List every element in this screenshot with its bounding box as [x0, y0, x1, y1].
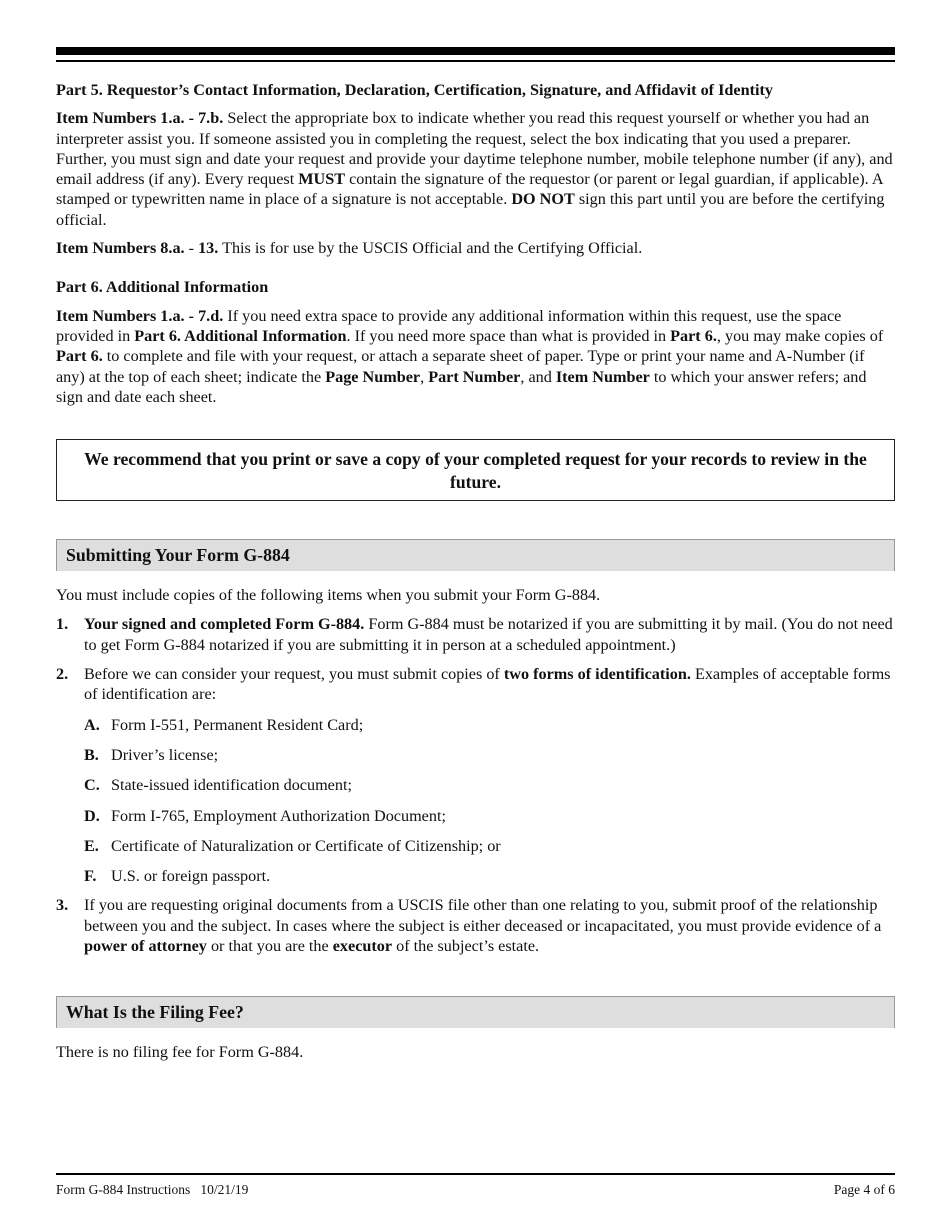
part5-p2-lead-b: 13. [198, 239, 219, 258]
identification-letter: A. [84, 715, 100, 734]
list-item-text [84, 614, 895, 655]
submitting-intro: You must include copies of the following items when you submit your Form G-884. [56, 586, 601, 605]
recommendation-callout: We recommend that you print or save a copy of your completed request for your records to review in the future. [56, 439, 895, 501]
list-item-text [84, 895, 895, 956]
part5-p2-lead-a: Item Numbers 8.a. [56, 239, 185, 258]
part5-paragraph-1 [56, 108, 895, 230]
item2-text-2: Examples of acceptable forms of identification are: [84, 665, 891, 704]
identification-item [84, 836, 895, 856]
item3-text-2: or that you are the [206, 937, 333, 956]
item1-bold: Your signed and completed Form G-884. [84, 615, 365, 634]
filing-fee-section-heading: What Is the Filing Fee? [56, 996, 895, 1028]
page-content [56, 80, 895, 1063]
page-footer [56, 1182, 895, 1198]
footer-page-number: Page 4 of 6 [833, 1182, 895, 1197]
item3-bold-1: power of attorney [84, 937, 207, 956]
item3-bold-2: executor [332, 937, 393, 956]
part6-p1-text-3: , you may make copies of [716, 326, 884, 345]
part6-p1-bold-1: Part 6. Additional Information [134, 326, 347, 345]
header-rule-thin [56, 60, 895, 62]
part6-paragraph-1 [56, 306, 895, 407]
identification-text: Certificate of Naturalization or Certificate of Citizenship; or [111, 836, 501, 855]
part6-p1-bold-5: Part Number [428, 367, 521, 386]
identification-letter: F. [84, 867, 97, 886]
part6-p1-text-7: to which your answer refers; and sign and date each sheet. [56, 367, 867, 406]
item2-bold: two forms of identification. [503, 665, 691, 684]
part6-p1-text-2: . If you need more space than what is provided in [346, 326, 671, 345]
part5-p1-lead: Item Numbers 1.a. - 7.b. [56, 109, 224, 128]
list-item-number: 2. [56, 665, 69, 684]
part6-p1-text-6: , and [520, 367, 556, 386]
list-item [56, 895, 895, 956]
list-item [56, 614, 895, 655]
part5-p1-text-3: sign this part until you are before the certifying official. [56, 190, 885, 229]
filing-fee-text: There is no filing fee for Form G-884. [56, 1043, 304, 1062]
part5-p2-text: This is for use by the USCIS Official and the Certifying Official. [218, 239, 643, 258]
identification-text: Form I-551, Permanent Resident Card; [111, 715, 364, 734]
identification-item [84, 775, 895, 795]
part6-p1-lead: Item Numbers 1.a. - 7.d. [56, 306, 224, 325]
part5-p1-text-2: contain the signature of the requestor (or parent or legal guardian, if applicable). A stamped or typewritten name in place of a signature is not acceptable. [56, 170, 883, 209]
part6-p1-text-1: If you need extra space to provide any additional information within this request, use the space provided in [56, 306, 842, 345]
list-item [56, 664, 895, 886]
part6-p1-text-5: , [420, 367, 429, 386]
identification-letter: C. [84, 776, 100, 795]
identification-item [84, 745, 895, 765]
identification-letter: E. [84, 836, 99, 855]
submitting-list [56, 614, 895, 956]
list-item-number: 3. [56, 896, 69, 915]
item2-text-1: Before we can consider your request, you must submit copies of [84, 665, 504, 684]
part5-p2-dash: - [184, 239, 199, 258]
part5-p1-donot: DO NOT [511, 190, 575, 209]
item1-text: Form G-884 must be notarized if you are submitting it by mail. (You do not need to get Form G-884 notarized if you are submitting it in person at a scheduled appointment.) [84, 615, 893, 654]
list-item-number: 1. [56, 615, 69, 634]
footer-rule [56, 1173, 895, 1175]
part5-heading: Part 5. Requestor’s Contact Information, Declaration, Certification, Signature, and Affidavit of Identity [56, 81, 773, 99]
identification-list [84, 715, 895, 887]
part5-p1-text-1: Select the appropriate box to indicate whether you read this request yourself or whether you had an interpreter assist you. If someone assisted you in completing the request, select the box indicating that you used a preparer. Further, you must sign and date your request and provide your daytime telephone number, mobile telephone number (if any), and email address (if any). Every request [56, 109, 893, 189]
submitting-section-heading: Submitting Your Form G-884 [56, 539, 895, 571]
item2-text [84, 664, 895, 705]
part6-p1-text-4: to complete and file with your request, or attach a separate sheet of paper. Type or print your name and A-Number (if any) at the top of each sheet; indicate the [56, 347, 865, 386]
footer-form-title: Form G-884 Instructions 10/21/19 [56, 1182, 249, 1197]
identification-item [84, 715, 895, 735]
identification-letter: B. [84, 745, 99, 764]
identification-text: U.S. or foreign passport. [111, 867, 271, 886]
identification-letter: D. [84, 806, 100, 825]
part6-p1-bold-3: Part 6. [56, 347, 103, 366]
identification-item [84, 806, 895, 826]
part6-heading: Part 6. Additional Information [56, 278, 269, 297]
part5-p1-must: MUST [298, 170, 346, 189]
part5-paragraph-2 [56, 238, 895, 258]
identification-item [84, 866, 895, 886]
identification-text: Driver’s license; [111, 745, 219, 764]
identification-text: Form I-765, Employment Authorization Document; [111, 806, 446, 825]
identification-text: State-issued identification document; [111, 776, 352, 795]
item3-text-3: of the subject’s estate. [392, 937, 540, 956]
list-item-text [84, 664, 895, 886]
part6-p1-bold-4: Page Number [325, 367, 421, 386]
item3-text-1: If you are requesting original documents from a USCIS file other than one relating to you, submit proof of the relationship between you and the subject. In cases where the subject is either deceased or incapacitated, you must provide evidence of a [84, 896, 882, 935]
part6-p1-bold-6: Item Number [555, 367, 650, 386]
header-rule-thick [56, 47, 895, 55]
part6-p1-bold-2: Part 6. [670, 326, 717, 345]
